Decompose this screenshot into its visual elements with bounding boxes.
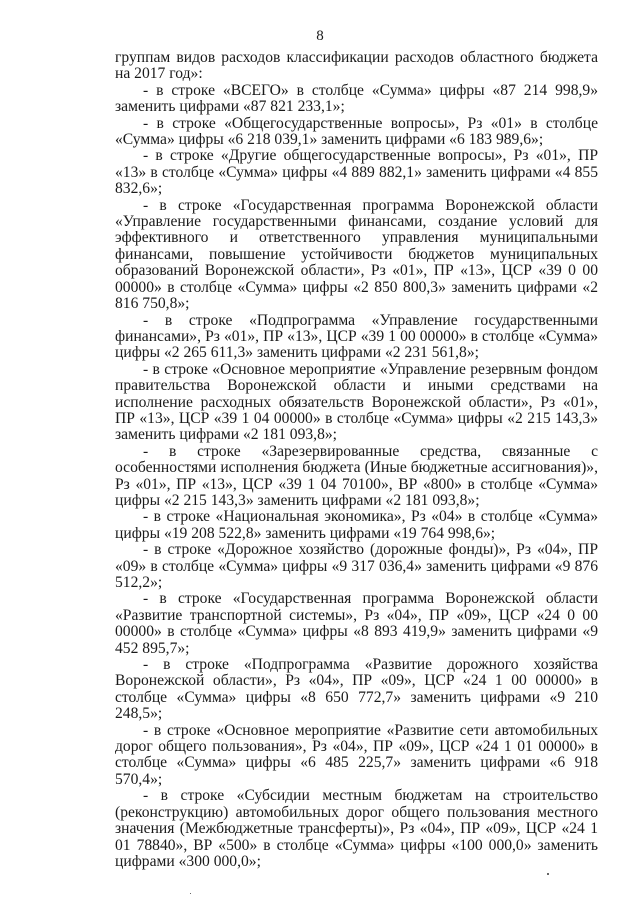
amendment-item-7: - в строке «Зарезервированные средства, связанные с особенностями исполнения бюджета (Иные бюджетные ассигнования)», Рз «01», ПР «13», ЦСР «39 1 04 70100», ВР «800» в столбце «Сумма» цифры «2 215 143,3» заменить цифрами «2 181 093,8»; — [115, 442, 598, 509]
amendment-item-10: - в строке «Государственная программа Воронежской области «Развитие транспортной системы», Рз «04», ПР «09», ЦСР «24 0 00 00000» в столбце «Сумма» цифры «8 893 419,9» заменить цифрами «9 452 895,7»; — [115, 590, 598, 657]
scan-speck — [190, 893, 191, 894]
amendment-item-2: - в строке «Общегосударственные вопросы», Рз «01» в столбце «Сумма» цифры «6 218 039,1» заменить цифрами «6 183 989,6»; — [115, 114, 598, 149]
page-number: 8 — [316, 28, 324, 44]
amendment-item-9: - в строке «Дорожное хозяйство (дорожные фонды)», Рз «04», ПР «09» в столбце «Сумма» цифры «9 317 036,4» заменить цифрами «9 876 512,2»; — [115, 541, 598, 591]
scan-speck — [547, 873, 549, 875]
amendment-item-8: - в строке «Национальная экономика», Рз «04» в столбце «Сумма» цифры «19 208 522,8» заменить цифрами «19 764 998,6»; — [115, 508, 598, 542]
amendment-item-13: - в строке «Субсидии местным бюджетам на строительство (реконструкцию) автомобильных дорог общего пользования местного значения (Межбюджетные трансферты)», Рз «04», ПР «09», ЦСР «24 1 01 78840», ВР «500» в столбце «Сумма» цифры «100 000,0» заменить цифрами «300 000,0»; — [115, 787, 598, 870]
amendment-item-12: - в строке «Основное мероприятие «Развитие сети автомобильных дорог общего пользования», Рз «04», ПР «09», ЦСР «24 1 01 00000» в столбце «Сумма» цифры «6 485 225,7» заменить цифрами «6 918 570,4»; — [115, 721, 598, 788]
amendment-item-1: - в строке «ВСЕГО» в столбце «Сумма» цифры «87 214 998,9» заменить цифрами «87 821 233,1»; — [115, 81, 598, 116]
document-body — [115, 50, 598, 870]
amendment-item-11: - в строке «Подпрограмма «Развитие дорожного хозяйства Воронежской области», Рз «04», ПР «09», ЦСР «24 1 00 00000» в столбце «Сумма» цифры «8 650 772,7» заменить цифрами «9 210 248,5»; — [115, 656, 598, 723]
intro-paragraph: группам видов расходов классификации расходов областного бюджета на 2017 год»: — [115, 49, 598, 83]
amendment-item-6: - в строке «Основное мероприятие «Управление резервным фондом правительства Воронежской области и иными средствами на исполнение расходных обязательств Воронежской области», Рз «01», ПР «13», ЦСР «39 1 04 00000» в столбце «Сумма» цифры «2 215 143,3» заменить цифрами «2 181 093,8»; — [115, 360, 598, 444]
amendment-item-5: - в строке «Подпрограмма «Управление государственными финансами», Рз «01», ПР «13», ЦСР «39 1 00 00000» в столбце «Сумма» цифры «2 265 611,3» заменить цифрами «2 231 561,8»; — [115, 311, 598, 362]
amendment-item-4: - в строке «Государственная программа Воронежской области «Управление государственными финансами, создание условий для эффективного и ответственного управления муниципальными финансами, повышение устойчивости бюджетов муниципальных образований Воронежской области», Рз «01», ПР «13», ЦСР «39 0 00 00000» в столбце «Сумма» цифры «2 850 800,3» заменить цифрами «2 816 750,8»; — [115, 196, 598, 313]
amendment-item-3: - в строке «Другие общегосударственные вопросы», Рз «01», ПР «13» в столбце «Сумма» цифры «4 889 882,1» заменить цифрами «4 855 832,6»; — [115, 147, 598, 198]
